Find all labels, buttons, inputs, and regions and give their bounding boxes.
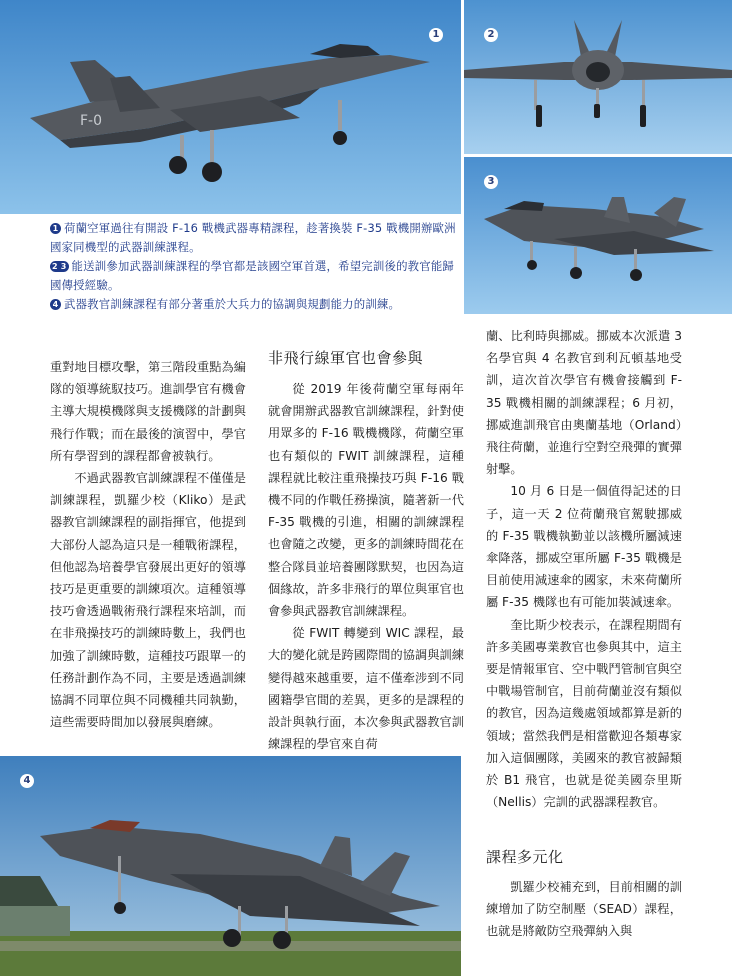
f35-approach-illustration [464, 157, 732, 314]
section-title-non-flying-officers: 非飛行線軍官也會參與 [268, 349, 424, 367]
photo-f35-landing [0, 756, 461, 976]
photo-number-3: 3 [484, 175, 498, 189]
f35-front-illustration [464, 0, 732, 154]
col1-paragraph-2: 不過武器教官訓練課程不僅僅是訓練課程，凱羅少校（Kliko）是武器教官訓練課程的副指揮官，他提到大部份人認為這只是一種戰術課程，但他認為培養學官發展出更好的領導技巧是更重要的訓練項次。這種領導技巧會透過戰術飛行課程來培訓，而在非飛操技巧的訓練時數上，我們也加強了訓練時數，這種技巧跟單一的任務計劃作為不同，主要是透過訓練協調不同單位與不同機種共同執勤，這些需要時間加以發展與磨練。 [50, 471, 246, 730]
photo-captions [50, 219, 462, 314]
caption-2 [50, 257, 462, 295]
photo-f35-takeoff [0, 0, 461, 214]
caption-3-number: 4 [50, 299, 61, 310]
caption-1-text: 荷蘭空軍過往有開設 F-16 戰機武器專精課程，趁著換裝 F-35 戰機開辦歐洲國家同機型的武器訓練課程。 [50, 221, 456, 254]
photo-f35-approach [464, 157, 732, 314]
col3-paragraph-1: 蘭、比利時與挪威。挪威本次派遣 3 名學官與 4 名教官到利瓦頓基地受訓，這次首次學官有機會接觸到 F-35 戰機相關的訓練課程；6 月初，挪威進訓飛官由奧蘭基地（Orland）飛往荷蘭，並進行空對空飛彈的實彈射擊。 [486, 329, 682, 477]
col3-paragraph-2: 10 月 6 日是一個值得記述的日子，這一天 2 位荷蘭飛官駕駛挪威的 F-35 戰機執勤並以該機所屬減速傘降落，挪威空軍所屬 F-35 戰機是目前使用減速傘的國家，未來荷蘭所屬 F-35 機隊也有可能加裝減速傘。 [486, 484, 682, 610]
tail-code-text: F-0 [80, 113, 103, 129]
caption-3-text: 武器教官訓練課程有部分著重於大兵力的協調與規劃能力的訓練。 [64, 297, 401, 311]
photo-number-1: 1 [429, 28, 443, 42]
article-column-3-continued [486, 876, 682, 943]
photo-number-4: 4 [20, 774, 34, 788]
article-column-3 [486, 325, 682, 813]
f35-takeoff-illustration [0, 0, 461, 214]
col3-paragraph-4: 凱羅少校補充到，目前相關的訓練增加了防空制壓（SEAD）課程，也就是將敵防空飛彈納入與 [486, 880, 682, 939]
photo-number-2: 2 [484, 28, 498, 42]
photo-f35-front-view [464, 0, 732, 154]
caption-3 [50, 295, 462, 314]
col3-paragraph-3: 奎比斯少校表示，在課程期間有許多美國專業教官也參與其中，這主要是情報軍官、空中戰鬥管制官與空中戰場管制官，目前荷蘭並沒有類似的教官，因為這幾處領域都算是新的領域；當然我們是相當歡迎各類專家加入這個團隊，美國來的教官被歸類於 B1 飛官，也就是從美國奈里斯（Nellis）完訓的武器課程教官。 [486, 617, 682, 810]
col2-paragraph-1: 從 2019 年後荷蘭空軍每兩年就會開辦武器教官訓練課程，針對使用眾多的 F-16 戰機機隊，荷蘭空軍也有類似的 FWIT 訓練課程，這種課程就比較注重飛操技巧與 F-16 戰機不同的作戰任務操演，隨著新一代 F-35 戰機的引進，相關的訓練課程也會隨之改變，更多的訓練時間花在整合隊員並培養團隊默契，也因為這個緣故，許多非飛行的單位與軍官也會參與武器教官訓練課程。 [268, 382, 464, 619]
col1-paragraph-1: 重對地目標攻擊，第三階段重點為編隊的領導統馭技巧。進訓學官有機會主導大規模機隊與支援機隊的計劃與飛行作戰；而在最後的演習中，學官所有學習到的課程都會被執行。 [50, 360, 246, 463]
col2-paragraph-2: 從 FWIT 轉變到 WIC 課程，最大的變化就是跨國際間的協調與訓練變得越來越重要，這不僅牽涉到不同國籍學官間的差異，更多的是課程的設計與執行面，本次參與武器教官訓練課程的學官來自荷 [268, 626, 464, 752]
caption-1-number: 1 [50, 223, 61, 234]
caption-2-text: 能送訓參加武器訓練課程的學官都是該國空軍首選，希望完訓後的教官能歸國傳授經驗。 [50, 259, 455, 292]
section-title-diversified-courses: 課程多元化 [486, 848, 564, 866]
article-column-2 [268, 378, 464, 755]
article-column-1 [50, 356, 246, 733]
f35-landing-illustration [0, 756, 461, 976]
caption-1 [50, 219, 462, 257]
caption-2-number: 2 3 [52, 262, 67, 271]
